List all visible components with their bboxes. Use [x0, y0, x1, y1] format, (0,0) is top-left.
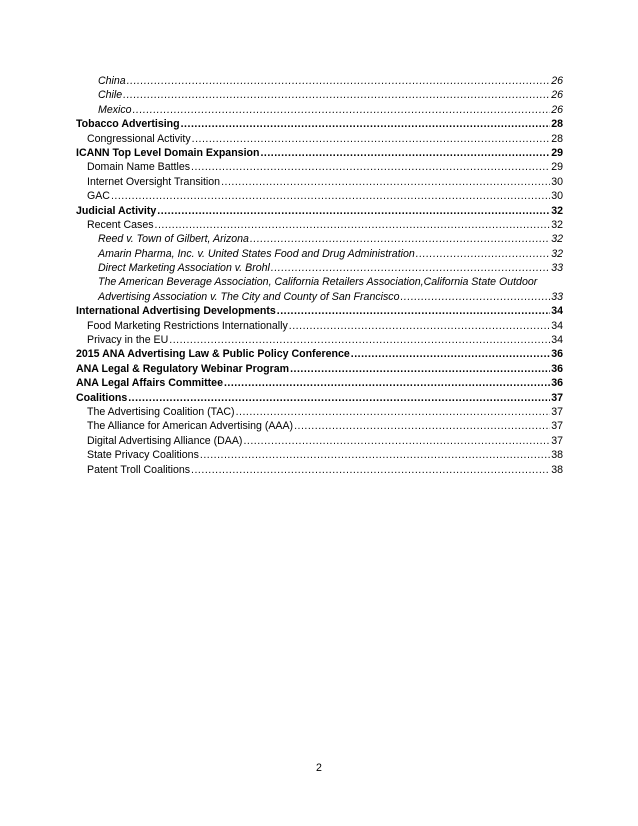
toc-entry[interactable] — [76, 88, 563, 102]
toc-entry[interactable] — [76, 189, 563, 203]
toc-entry[interactable] — [76, 204, 563, 218]
toc-entry[interactable] — [76, 132, 563, 146]
toc-entry-title: Internet Oversight Transition — [87, 175, 221, 188]
toc-entry-page: 29 — [551, 146, 563, 159]
toc-entry-page: 37 — [551, 434, 563, 447]
toc-entry-page: 26 — [551, 89, 563, 102]
toc-entry-title: Chile — [98, 89, 123, 102]
toc-entry-title: Amarin Pharma, Inc. v. United States Food and Drug Administration — [98, 247, 415, 260]
toc-entry[interactable] — [76, 463, 563, 477]
toc-entry-title: Reed v. Town of Gilbert, Arizona — [98, 233, 249, 246]
toc-entry-page: 34 — [551, 319, 563, 332]
toc-entry-page: 38 — [551, 449, 563, 462]
toc-entry[interactable] — [76, 448, 563, 462]
toc-entry-page: 30 — [551, 175, 563, 188]
toc-entry-page: 33 — [551, 262, 563, 275]
dot-leader — [294, 419, 550, 433]
dot-leader — [271, 261, 550, 275]
toc-entry-title: China — [98, 75, 126, 87]
toc-entry[interactable] — [76, 117, 563, 131]
dot-leader — [133, 103, 551, 117]
toc-entry-page: 26 — [551, 103, 563, 116]
toc-entry-title: GAC — [87, 190, 110, 203]
toc-entry-page: 32 — [551, 233, 563, 246]
toc-entry[interactable] — [76, 405, 563, 419]
toc-entry[interactable] — [76, 319, 563, 333]
toc-entry-page: 33 — [551, 290, 563, 303]
toc-entry-page: 34 — [551, 305, 563, 318]
toc-entry[interactable] — [76, 160, 563, 174]
toc-entry-title-line1[interactable]: The American Beverage Association, California Retailers Association,California State Outdoor — [98, 276, 538, 289]
toc-entry[interactable] — [76, 175, 563, 189]
toc-entry-title: ANA Legal & Regulatory Webinar Program — [76, 362, 290, 375]
dot-leader — [191, 160, 550, 174]
toc-entry-page: 32 — [551, 204, 563, 217]
toc-entry-page: 36 — [551, 348, 563, 361]
toc-entry-page: 30 — [551, 190, 563, 203]
toc-entry-title: Mexico — [98, 103, 132, 116]
toc-entry[interactable] — [76, 376, 563, 390]
toc-entry-page: 28 — [551, 132, 563, 145]
dot-leader — [260, 146, 550, 160]
dot-leader — [128, 391, 550, 405]
toc-entry-title: The Advertising Coalition (TAC) — [87, 405, 235, 418]
toc-entry[interactable] — [76, 247, 563, 261]
dot-leader — [200, 448, 550, 462]
dot-leader — [127, 74, 551, 88]
toc-entry-page: 36 — [551, 377, 563, 390]
toc-entry[interactable] — [76, 419, 563, 433]
toc-entry-title: Digital Advertising Alliance (DAA) — [87, 434, 243, 447]
toc-entry[interactable] — [76, 218, 563, 232]
toc-entry-title: ICANN Top Level Domain Expansion — [76, 146, 260, 159]
toc-entry-title: 2015 ANA Advertising Law & Public Policy Conference — [76, 348, 350, 361]
toc-entry-page: 26 — [551, 75, 563, 87]
toc-entry[interactable] — [76, 347, 563, 361]
dot-leader — [157, 204, 550, 218]
toc-entry-page: 37 — [551, 391, 563, 404]
dot-leader — [155, 218, 551, 232]
dot-leader — [221, 175, 550, 189]
dot-leader — [250, 232, 550, 246]
toc-entry-title: State Privacy Coalitions — [87, 449, 199, 462]
dot-leader — [192, 132, 551, 146]
toc-entry-title: International Advertising Developments — [76, 305, 276, 318]
dot-leader — [181, 117, 551, 131]
toc-entry-page: 32 — [551, 218, 563, 231]
toc-entry-title: Congressional Activity — [87, 132, 191, 145]
toc-entry-title: Judicial Activity — [76, 204, 157, 217]
dot-leader — [236, 405, 551, 419]
dot-leader — [169, 333, 550, 347]
toc-entry[interactable] — [76, 290, 563, 304]
toc-entry-title: The Alliance for American Advertising (AAA) — [87, 420, 294, 433]
toc-entry[interactable] — [76, 74, 563, 88]
toc-entry-page: 37 — [551, 405, 563, 418]
toc-entry-title: Privacy in the EU — [87, 334, 169, 347]
toc-entry[interactable] — [76, 304, 563, 318]
toc-entry-title: Advertising Association v. The City and County of San Francisco — [98, 290, 400, 303]
toc-entry-title: Domain Name Battles — [87, 161, 191, 174]
toc-entry[interactable] — [76, 391, 563, 405]
toc-entry-title: Tobacco Advertising — [76, 118, 180, 131]
toc-entry-title: Coalitions — [76, 391, 128, 404]
dot-leader — [400, 290, 550, 304]
toc-entry-page: 37 — [551, 420, 563, 433]
dot-leader — [277, 304, 550, 318]
toc-entry-page: 32 — [551, 247, 563, 260]
dot-leader — [416, 247, 550, 261]
toc-entry-page: 34 — [551, 334, 563, 347]
toc-entry-title: ANA Legal Affairs Committee — [76, 377, 223, 390]
toc-entry[interactable] — [76, 261, 563, 275]
toc-entry-title: Food Marketing Restrictions Internationally — [87, 319, 288, 332]
dot-leader — [290, 362, 550, 376]
page-number: 2 — [316, 762, 322, 774]
dot-leader — [224, 376, 550, 390]
toc-entry[interactable] — [76, 434, 563, 448]
toc-entry-page: 28 — [551, 118, 563, 131]
table-of-contents — [76, 74, 563, 477]
dot-leader — [351, 347, 550, 361]
toc-entry-title: Patent Troll Coalitions — [87, 463, 191, 476]
dot-leader — [111, 189, 550, 203]
toc-entry[interactable] — [76, 103, 563, 117]
toc-entry-page: 29 — [551, 161, 563, 174]
dot-leader — [123, 88, 550, 102]
toc-entry-page: 38 — [551, 463, 563, 476]
dot-leader — [243, 434, 550, 448]
toc-entry[interactable] — [76, 232, 563, 246]
toc-entry[interactable] — [76, 146, 563, 160]
toc-entry[interactable] — [76, 362, 563, 376]
toc-entry-title: Recent Cases — [87, 218, 154, 231]
toc-entry-title: Direct Marketing Association v. Brohl — [98, 262, 270, 275]
toc-entry[interactable] — [76, 333, 563, 347]
toc-entry-page: 36 — [551, 362, 563, 375]
dot-leader — [191, 463, 550, 477]
dot-leader — [289, 319, 550, 333]
